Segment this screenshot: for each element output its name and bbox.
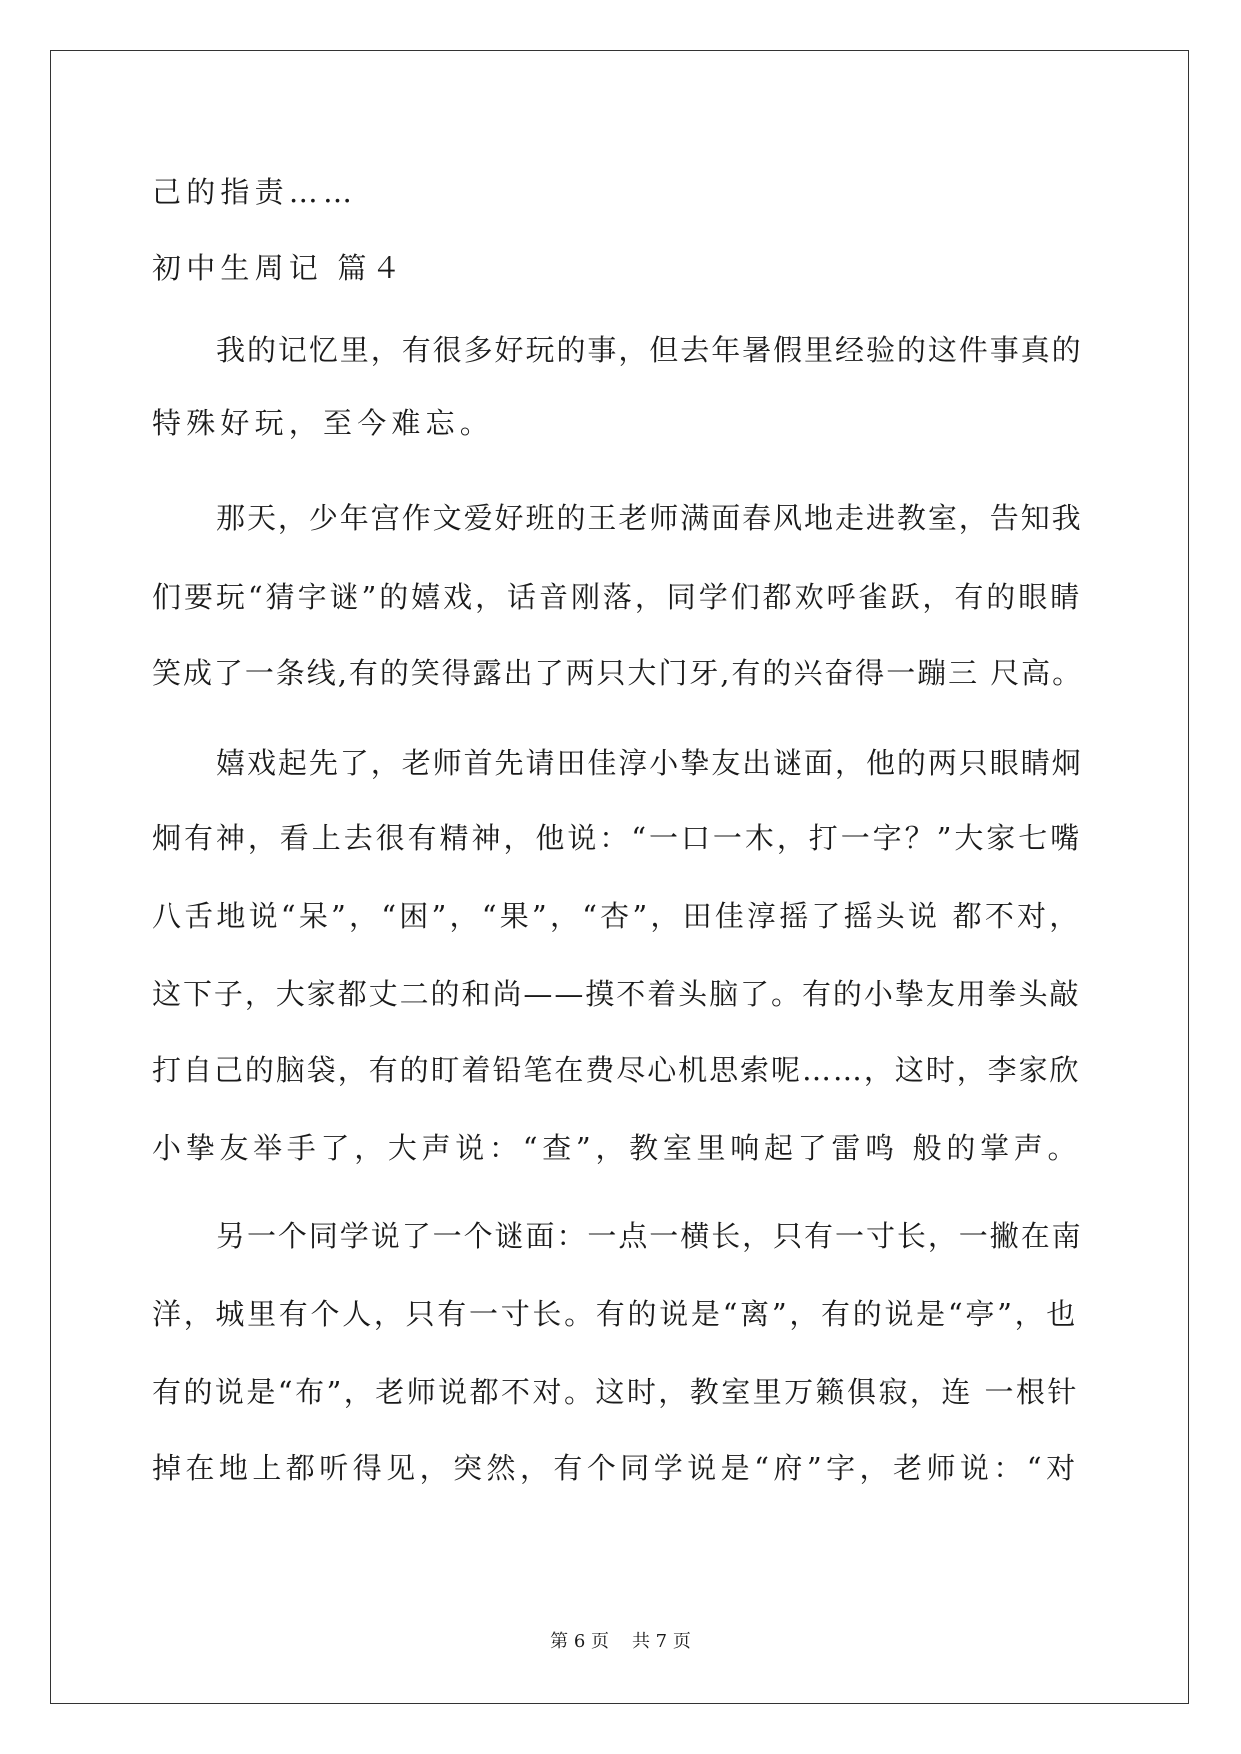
paragraph-line: 炯有神，看上去很有精神，他说：“一口一木，打一字？”大家七嘴 (152, 821, 1083, 855)
paragraph-line: 这下子，大家都丈二的和尚——摸不着头脑了。有的小挚友用拳头敲 (152, 977, 1081, 1011)
page-number-footer: 第 6 页 共 7 页 (550, 1631, 691, 1652)
paragraph-line: 们要玩“猜字谜”的嬉戏，话音刚落，同学们都欢呼雀跃，有的眼睛 (152, 580, 1083, 614)
section-heading: 初中生周记 篇４ (152, 251, 406, 285)
paragraph-line: 笑成了一条线,有的笑得露出了两只大门牙,有的兴奋得一蹦三 尺高。 (152, 656, 1084, 690)
text-line-continuation: 己的指责…… (152, 175, 358, 209)
paragraph-line: 嬉戏起先了，老师首先请田佳淳小挚友出谜面，他的两只眼睛炯 (216, 746, 1083, 780)
paragraph-line: 八舌地说“呆”，“困”，“果”，“杏”，田佳淳摇了摇头说 都不对， (152, 899, 1082, 933)
paragraph-line: 另一个同学说了一个谜面：一点一横长，只有一寸长，一撇在南 (216, 1219, 1083, 1253)
paragraph-line: 那天，少年宫作文爱好班的王老师满面春风地走进教室，告知我 (216, 501, 1083, 535)
paragraph-line: 打自己的脑袋，有的盯着铅笔在费尽心机思索呢……，这时，李家欣 (152, 1053, 1081, 1087)
paragraph-line: 特殊好玩，至今难忘。 (152, 406, 495, 440)
paragraph-line: 小挚友举手了，大声说：“查”，教室里响起了雷鸣 般的掌声。 (152, 1131, 1082, 1165)
paragraph-line: 我的记忆里，有很多好玩的事，但去年暑假里经验的这件事真的 (216, 333, 1083, 367)
paragraph-line: 洋，城里有个人，只有一寸长。有的说是“离”，有的说是“亭”，也 (152, 1297, 1079, 1331)
paragraph-line: 掉在地上都听得见，突然，有个同学说是“府”字，老师说：“对 (152, 1451, 1080, 1485)
paragraph-line: 有的说是“布”，老师说都不对。这时，教室里万籁俱寂，连 一根针 (152, 1375, 1079, 1409)
